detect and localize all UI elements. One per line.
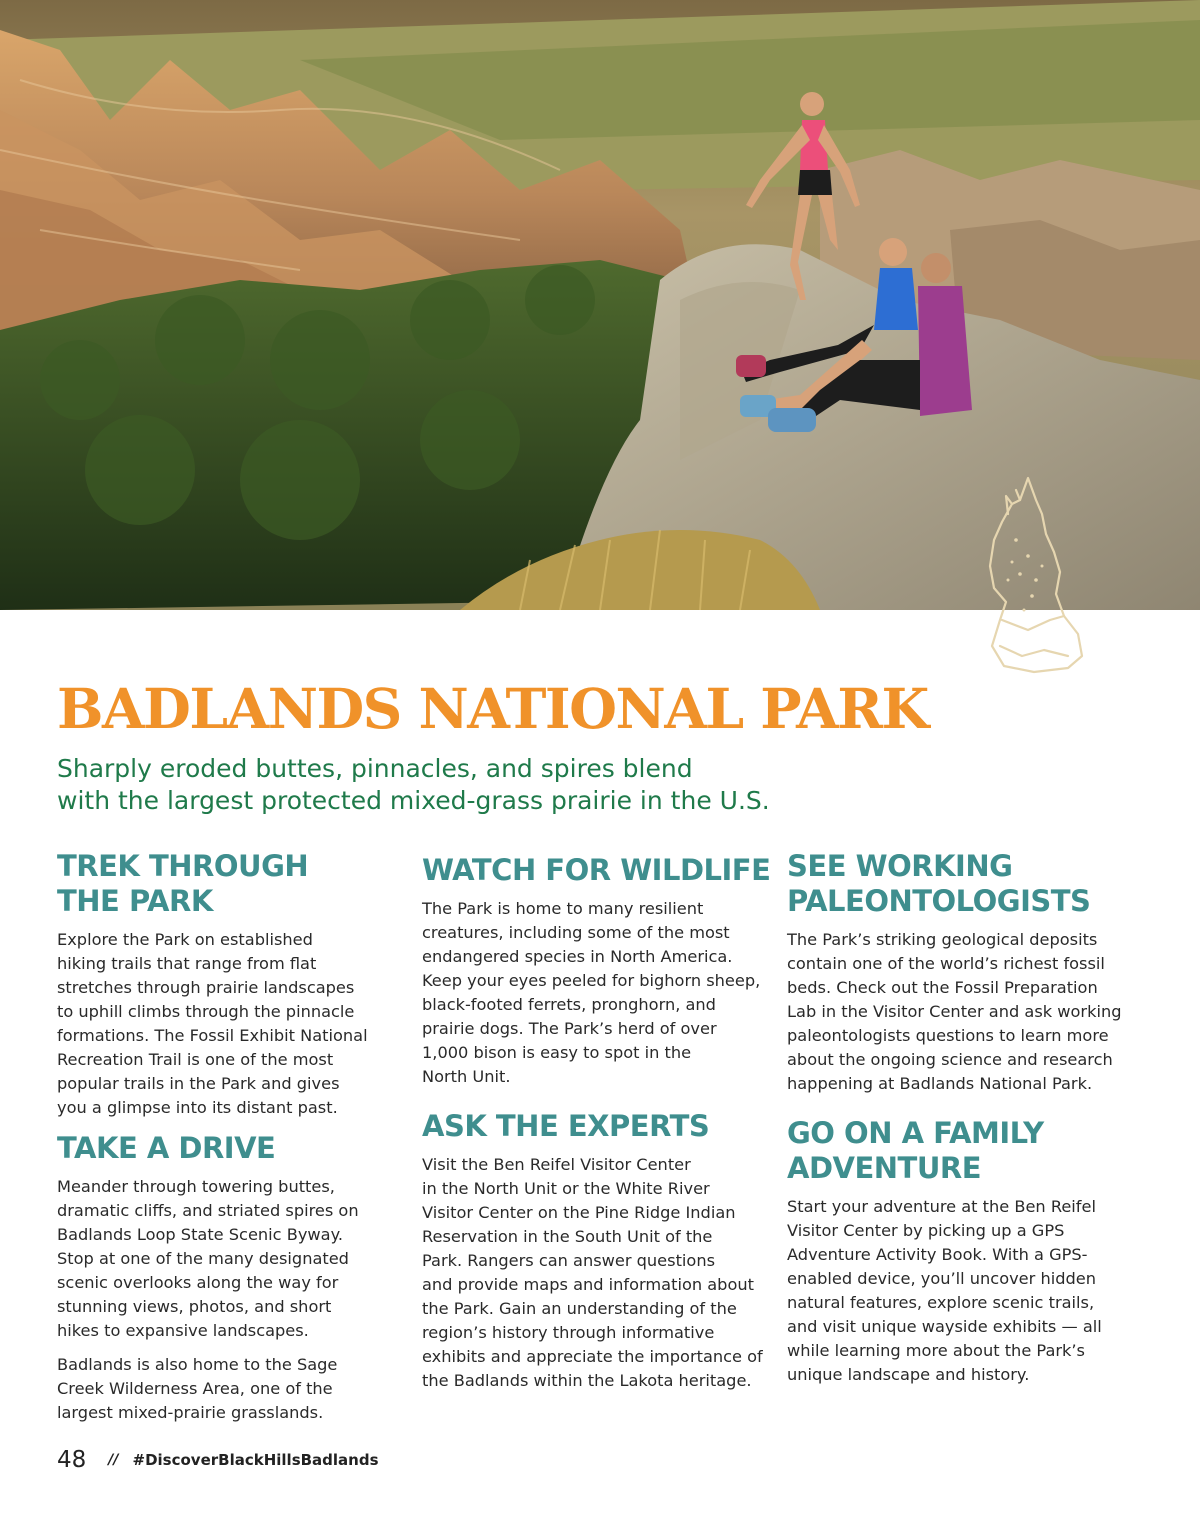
- section-body: [422, 897, 772, 1089]
- body-line: Explore the Park on established: [57, 930, 313, 949]
- section-heading-line: SEE WORKING: [787, 849, 1013, 883]
- section-heading: WATCH FOR WILDLIFE: [422, 853, 771, 887]
- body-line: Meander through towering buttes,: [57, 1177, 335, 1196]
- section-paleontologists: [787, 849, 1147, 1096]
- body-line: popular trails in the Park and gives: [57, 1074, 340, 1093]
- section-drive: [57, 1131, 397, 1425]
- body-line: you a glimpse into its distant past.: [57, 1098, 338, 1117]
- section-heading-line: GO ON A FAMILY: [787, 1116, 1044, 1150]
- body-line: Recreation Trail is one of the most: [57, 1050, 334, 1069]
- subtitle-line: with the largest protected mixed-grass prairie in the U.S.: [57, 786, 770, 815]
- body-line: The Park is home to many resilient: [422, 899, 704, 918]
- body-line: in the North Unit or the White River: [422, 1179, 710, 1198]
- body-line: Creek Wilderness Area, one of the: [57, 1379, 333, 1398]
- body-line: stunning views, photos, and short: [57, 1297, 332, 1316]
- body-line: while learning more about the Park’s: [787, 1341, 1085, 1360]
- body-line: Badlands is also home to the Sage: [57, 1355, 338, 1374]
- body-line: region’s history through informative: [422, 1323, 715, 1342]
- footer-separator: //: [108, 1452, 119, 1468]
- body-line: largest mixed-prairie grasslands.: [57, 1403, 324, 1422]
- body-line: and provide maps and information about: [422, 1275, 754, 1294]
- page-footer: [57, 1442, 379, 1478]
- body-line: about the ongoing science and research: [787, 1050, 1113, 1069]
- body-line: stretches through prairie landscapes: [57, 978, 355, 997]
- section-body: [57, 1353, 397, 1425]
- section-trek: [57, 849, 397, 1120]
- body-line: exhibits and appreciate the importance of: [422, 1347, 763, 1366]
- body-line: scenic overlooks along the way for: [57, 1273, 339, 1292]
- body-line: beds. Check out the Fossil Preparation: [787, 978, 1098, 997]
- body-line: Adventure Activity Book. With a GPS-: [787, 1245, 1088, 1264]
- body-line: 1,000 bison is easy to spot in the: [422, 1043, 692, 1062]
- section-body: [57, 1175, 397, 1343]
- body-line: happening at Badlands National Park.: [787, 1074, 1093, 1093]
- page-number: 48: [57, 1447, 87, 1473]
- body-line: to uphill climbs through the pinnacle: [57, 1002, 355, 1021]
- body-line: and visit unique wayside exhibits — all: [787, 1317, 1102, 1336]
- body-line: paleontologists questions to learn more: [787, 1026, 1109, 1045]
- body-line: Visitor Center by picking up a GPS: [787, 1221, 1065, 1240]
- body-line: unique landscape and history.: [787, 1365, 1030, 1384]
- body-line: creatures, including some of the most: [422, 923, 730, 942]
- body-line: Visitor Center on the Pine Ridge Indian: [422, 1203, 736, 1222]
- body-line: Keep your eyes peeled for bighorn sheep,: [422, 971, 761, 990]
- body-line: Reservation in the South Unit of the: [422, 1227, 713, 1246]
- section-body: [787, 1195, 1147, 1387]
- body-line: the Badlands within the Lakota heritage.: [422, 1371, 752, 1390]
- section-heading: [787, 1116, 1147, 1186]
- section-heading: ASK THE EXPERTS: [422, 1109, 710, 1143]
- section-experts: [422, 1109, 777, 1393]
- body-line: endangered species in North America.: [422, 947, 733, 966]
- section-body: [57, 928, 397, 1120]
- section-body: [422, 1153, 777, 1393]
- body-line: dramatic cliffs, and striated spires on: [57, 1201, 359, 1220]
- section-family-adventure: [787, 1116, 1147, 1387]
- body-line: The Park’s striking geological deposits: [787, 930, 1098, 949]
- subtitle-line: Sharply eroded buttes, pinnacles, and spires blend: [57, 754, 693, 783]
- section-wildlife: [422, 853, 772, 1089]
- body-line: prairie dogs. The Park’s herd of over: [422, 1019, 717, 1038]
- body-line: enabled device, you’ll uncover hidden: [787, 1269, 1096, 1288]
- body-line: Badlands Loop State Scenic Byway.: [57, 1225, 343, 1244]
- body-line: Lab in the Visitor Center and ask working: [787, 1002, 1122, 1021]
- body-line: black-footed ferrets, pronghorn, and: [422, 995, 716, 1014]
- section-heading-line: PALEONTOLOGISTS: [787, 884, 1091, 918]
- section-heading: [57, 849, 397, 919]
- page-subtitle: [57, 753, 817, 817]
- body-line: the Park. Gain an understanding of the: [422, 1299, 737, 1318]
- body-line: hikes to expansive landscapes.: [57, 1321, 309, 1340]
- section-heading-line: ADVENTURE: [787, 1151, 982, 1185]
- body-line: natural features, explore scenic trails,: [787, 1293, 1095, 1312]
- body-line: Stop at one of the many designated: [57, 1249, 349, 1268]
- body-line: Park. Rangers can answer questions: [422, 1251, 716, 1270]
- body-line: hiking trails that range from flat: [57, 954, 317, 973]
- body-line: Visit the Ben Reifel Visitor Center: [422, 1155, 691, 1174]
- section-heading: TAKE A DRIVE: [57, 1131, 276, 1165]
- footer-hashtag: #DiscoverBlackHillsBadlands: [132, 1451, 379, 1469]
- body-line: contain one of the world’s richest fossil: [787, 954, 1105, 973]
- section-heading-line: THE PARK: [57, 884, 213, 918]
- page-title: BADLANDS NATIONAL PARK: [57, 676, 928, 741]
- body-line: North Unit.: [422, 1067, 511, 1086]
- wolf-illustration-icon: [972, 470, 1092, 680]
- section-body: [787, 928, 1147, 1096]
- section-heading-line: TREK THROUGH: [57, 849, 309, 883]
- body-line: formations. The Fossil Exhibit National: [57, 1026, 368, 1045]
- section-heading: [787, 849, 1147, 919]
- body-line: Start your adventure at the Ben Reifel: [787, 1197, 1096, 1216]
